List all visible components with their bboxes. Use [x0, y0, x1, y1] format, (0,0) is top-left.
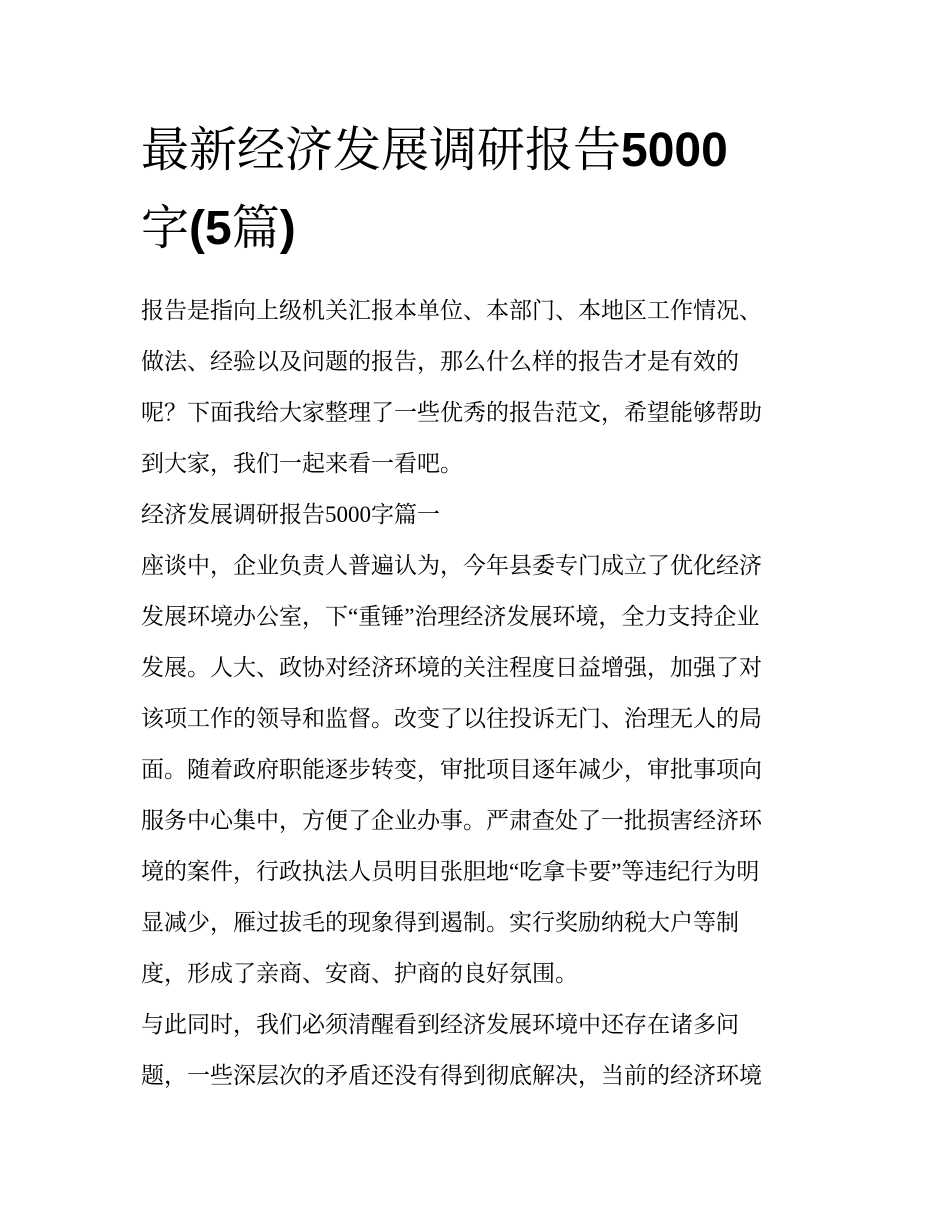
intro-paragraph [141, 285, 813, 489]
text-line: 发展。人大、政协对经济环境的关注程度日益增强，加强了对 [141, 655, 762, 680]
text-line: 到大家，我们一起来看一看吧。 [141, 451, 463, 476]
title-count: (5 [189, 202, 232, 255]
body-paragraph-1 [141, 540, 813, 999]
document-content [141, 112, 813, 1101]
text-line: 题，一些深层次的矛盾还没有得到彻底解决，当前的经济环境 [141, 1063, 762, 1088]
title-text: 最新经济发展调研报告 [141, 124, 622, 177]
title-close-paren: ) [279, 202, 296, 255]
text-line: 呢？下面我给大家整理了一些优秀的报告范文，希望能够帮助 [141, 400, 762, 425]
body-paragraph-2 [141, 999, 813, 1101]
document-title [141, 112, 813, 268]
text-line: 座谈中，企业负责人普遍认为，今年县委专门成立了优化经济 [141, 553, 762, 578]
text-line: 报告是指向上级机关汇报本单位、本部门、本地区工作情况、 [141, 298, 762, 323]
title-line-1 [141, 112, 813, 190]
text-line: 境的案件，行政执法人员明目张胆地“吃拿卡要”等违纪行为明 [141, 859, 760, 884]
section-heading: 经济发展调研报告5000字篇一 [141, 502, 440, 527]
text-line: 度，形成了亲商、安商、护商的良好氛围。 [141, 961, 578, 986]
title-line-2 [141, 190, 813, 268]
title-text: 字 [141, 202, 190, 255]
text-line: 面。随着政府职能逐步转变，审批项目逐年减少，审批事项向 [141, 757, 762, 782]
text-line: 显减少，雁过拔毛的现象得到遏制。实行奖励纳税大户等制 [141, 910, 739, 935]
title-number: 5000 [621, 124, 728, 177]
text-line: 服务中心集中，方便了企业办事。严肃查处了一批损害经济环 [141, 808, 762, 833]
text-line: 该项工作的领导和监督。改变了以往投诉无门、治理无人的局 [141, 706, 762, 731]
text-line: 发展环境办公室，下“重锤”治理经济发展环境，全力支持企业 [141, 604, 760, 629]
text-line: 与此同时，我们必须清醒看到经济发展环境中还存在诸多问 [141, 1012, 739, 1037]
title-text: 篇 [231, 202, 280, 255]
text-line: 做法、经验以及问题的报告，那么什么样的报告才是有效的 [141, 349, 739, 374]
